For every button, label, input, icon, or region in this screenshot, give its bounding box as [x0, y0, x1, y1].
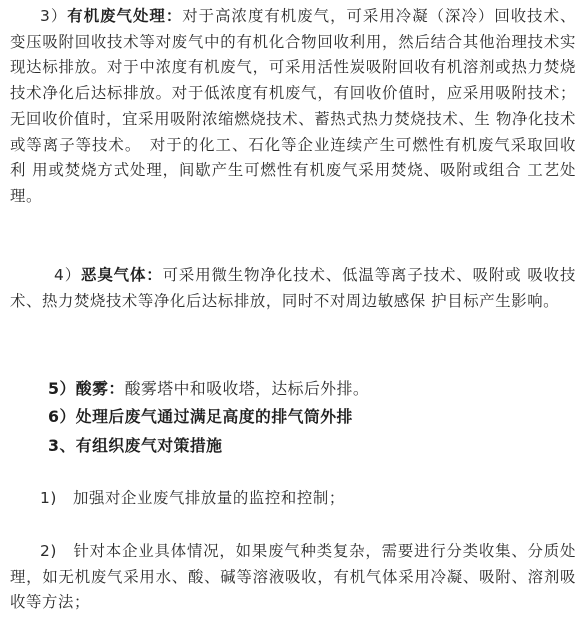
paragraph-organic-waste-gas: [10, 4, 576, 210]
list-item-monitoring: [10, 486, 576, 512]
item-text: 加强对企业废气排放量的监控和控制；: [73, 489, 345, 507]
paragraph-exhaust-stack: 6）处理后废气通过满足高度的排气筒外排: [48, 407, 353, 426]
paragraph-acid-mist: [48, 377, 568, 401]
item-number: 2): [40, 542, 74, 560]
item-number: 5）: [48, 379, 76, 398]
item-text: 酸雾塔中和吸收塔，达标后外排。: [124, 379, 370, 398]
item-label: 有机废气处理：: [67, 7, 183, 25]
item-number: 4）: [54, 266, 82, 284]
paragraph-odor-gas: [10, 263, 576, 314]
item-label: 酸雾：: [75, 379, 125, 398]
item-label: 恶臭气体：: [81, 266, 163, 284]
item-text: 可采用微生物净化技术、低温等离子技术、吸附或 吸收技术、热力焚烧技术等净化后达标排放，同时不对周边敏感保 护目标产生影响。: [10, 266, 576, 310]
item-number: 3）: [40, 7, 68, 25]
item-number: 1): [40, 489, 73, 507]
section-heading: 3、有组织废气对策措施: [48, 436, 223, 455]
list-item-classified-treatment: [10, 539, 576, 616]
item-text: 针对本企业具体情况，如果废气种类复杂，需要进行分类收集、分质处理，如无机废气采用水、酸、碱等溶液吸收，有机气体采用冷凝、吸附、溶剂吸收等方法；: [10, 542, 576, 612]
item-text: 对于高浓度有机废气，可采用冷凝（深冷）回收技术、变压吸附回收技术等对废气中的有机化合物回收利用，然后结合其他治理技术实现达标排放。对于中浓度有机废气，可采用活性炭吸附回收有机溶剂或热力焚烧技术净化后达标排放。对于低浓度有机废气，有回收价值时，应采用吸附技术；无回收价值时，宜采用吸附浓缩燃烧技术、蓄热式热力焚烧技术、生 物净化技术或等离子等技术。 对于的化工、石化等企业连续产生可燃性有机废气采取回收利 用或焚烧方式处理，间歇产生可燃性有机废气采用焚烧、吸附或组合 工艺处理。: [10, 7, 577, 205]
